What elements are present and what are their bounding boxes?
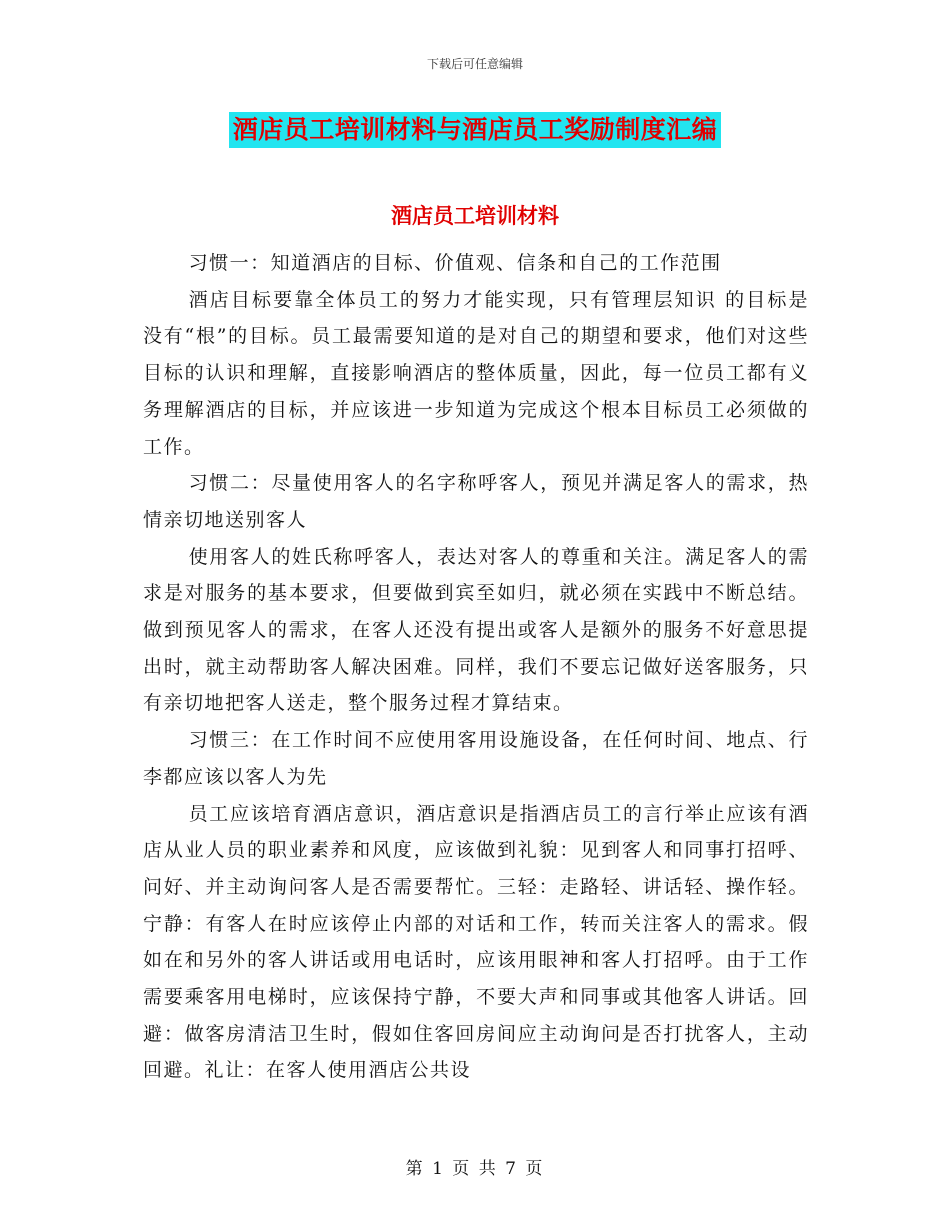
habit-three-heading: 习惯三：在工作时间不应使用客用设施设备，在任何时间、地点、行李都应该以客人为先 [143, 729, 809, 788]
habit-two-paragraph: 使用客人的姓氏称呼客人，表达对客人的尊重和关注。满足客人的需求是对服务的基本要求，但要做到宾至如归，就必须在实践中不断总结。做到预见客人的需求，在客人还没有提出或客人是额外的服务不好意思提出时，就主动帮助客人解决困难。同样，我们不要忘记做好送客服务，只有亲切地把客人送走，整个服务过程才算结束。 [143, 545, 809, 715]
document-title-block [0, 112, 950, 148]
habit-one-paragraph: 酒店目标要靠全体员工的努力才能实现，只有管理层知识 的目标是没有“根”的目标。员工最需要知道的是对自己的期望和要求，他们对这些目标的认识和理解，直接影响酒店的整体质量，因此，每一位员工都有义务理解酒店的目标，并应该进一步知道为完成这个根本目标员工必须做的工作。 [143, 288, 809, 458]
habit-three-paragraph: 员工应该培育酒店意识，酒店意识是指酒店员工的言行举止应该有酒店从业人员的职业素养和风度，应该做到礼貌：见到客人和同事打招呼、问好、并主动询问客人是否需要帮忙。三轻：走路轻、讲话轻、操作轻。宁静：有客人在时应该停止内部的对话和工作，转而关注客人的需求。假如在和另外的客人讲话或用电话时，应该用眼神和客人打招呼。由于工作需要乘客用电梯时，应该保持宁静，不要大声和同事或其他客人讲话。回避：做客房清洁卫生时，假如住客回房间应主动询问是否打扰客人，主动回避。礼让：在客人使用酒店公共设 [143, 802, 809, 1082]
document-title: 酒店员工培训材料与酒店员工奖励制度汇编 [229, 112, 722, 148]
page-header-note: 下载后可任意编辑 [426, 57, 523, 71]
habit-one-heading: 习惯一：知道酒店的目标、价值观、信条和自己的工作范围 [188, 252, 722, 274]
page-number-footer: 第 1 页 共 7 页 [405, 1159, 545, 1179]
section-title: 酒店员工培训材料 [391, 203, 559, 228]
habit-two-heading: 习惯二：尽量使用客人的名字称呼客人，预见并满足客人的需求，热情亲切地送别客人 [143, 472, 809, 531]
document-body [143, 245, 809, 1089]
